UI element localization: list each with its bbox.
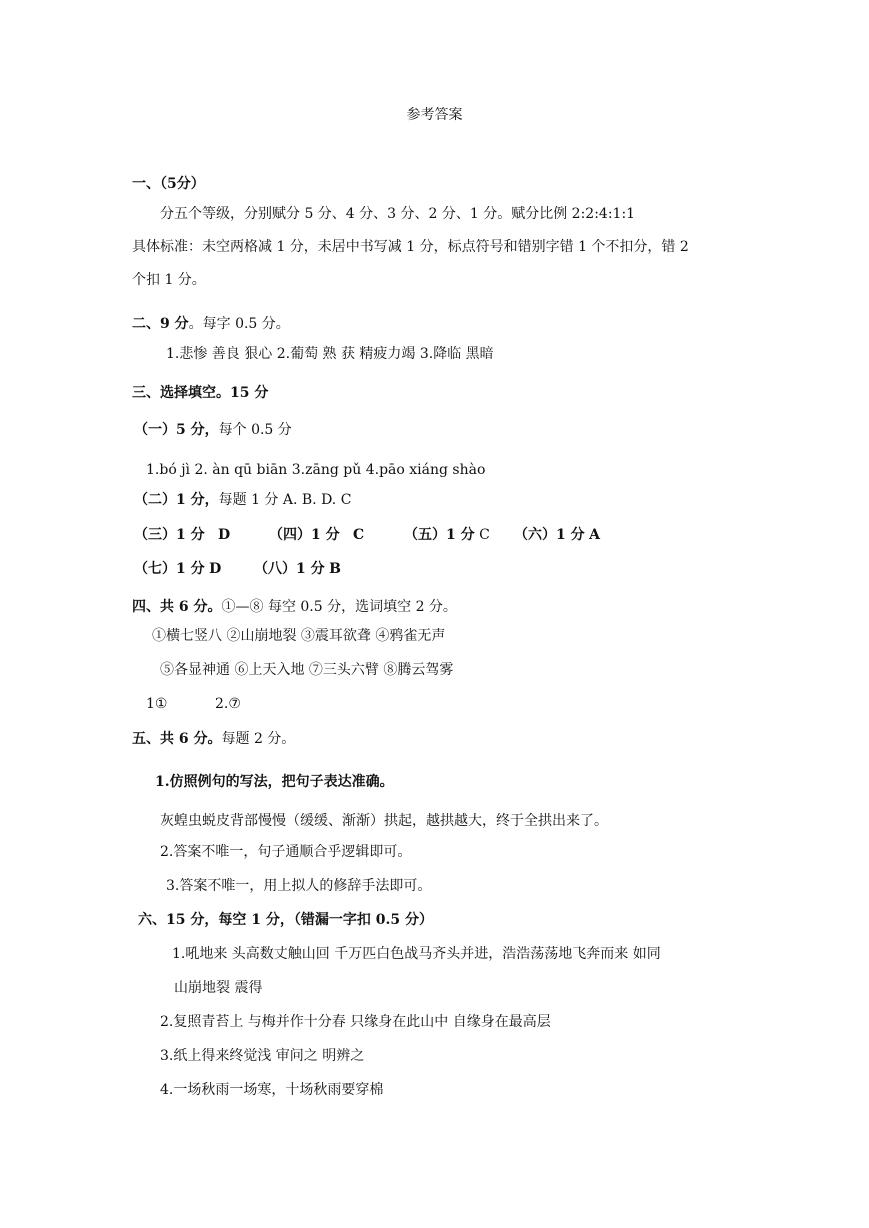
part-7-heading: （七）1 分: [134, 561, 205, 577]
section-6-line-5: 4.一场秋雨一场寒，十场秋雨要穿棉: [160, 1082, 384, 1098]
part-6-heading: （六）1 分: [514, 527, 585, 543]
part-3-item: [134, 525, 230, 545]
part-7-answer: D: [209, 561, 222, 577]
section-6-line-4: 3.纸上得来终觉浅 审问之 明辨之: [160, 1048, 365, 1064]
section-6-heading: 六、15 分，每空 1 分，（错漏一字扣 0.5 分）: [138, 912, 433, 928]
section-4-line-1: ①横七竖八 ②山崩地裂 ③震耳欲聋 ④鸦雀无声: [152, 628, 446, 644]
page-title: 参考答案: [406, 107, 463, 123]
section-2-note: 。每字 0.5 分。: [188, 316, 290, 332]
section-6-line-3: 2.复照青苔上 与梅并作十分春 只缘身在此山中 自缘身在最高层: [160, 1014, 551, 1030]
part-4-item: [269, 525, 364, 545]
part-1-heading: （一）5 分，: [134, 422, 219, 438]
section-5-q3: 3.答案不唯一，用上拟人的修辞手法即可。: [166, 878, 432, 894]
part-8-answer: B: [329, 561, 341, 577]
section-5-q1-answer: 灰蝗虫蜕皮背部慢慢（缓缓、渐渐）拱起，越拱越大，终于全拱出来了。: [160, 813, 608, 829]
part-8-item: [254, 559, 341, 579]
section-4-heading-row: [132, 597, 457, 617]
section-1-line-1: 分五个等级，分别赋分 5 分、4 分、3 分、2 分、1 分。赋分比例 2:2:4:1:1: [160, 206, 636, 222]
part-2-heading: （二）1 分，: [134, 492, 219, 508]
section-3-part-1: [134, 420, 292, 440]
part-2-note: 每题 1 分 A. B. D. C: [218, 492, 352, 508]
section-4-line-2: ⑤各显神通 ⑥上天入地 ⑦三头六臂 ⑧腾云驾雾: [160, 662, 454, 678]
section-1-line-2: 具体标准：未空两格减 1 分，未居中书写减 1 分，标点符号和错别字错 1 个不扣分，错 2: [132, 239, 689, 255]
part-5-heading: （五）1 分: [404, 527, 475, 543]
section-5-heading: 五、共 6 分。: [132, 731, 222, 747]
part-3-heading: （三）1 分: [134, 527, 205, 543]
part-4-heading: （四）1 分: [269, 527, 340, 543]
part-6-answer: A: [589, 527, 600, 543]
section-3-part-2: [134, 490, 351, 510]
section-4-note: ①—⑧ 每空 0.5 分，选词填空 2 分。: [221, 599, 457, 615]
part-4-answer: C: [352, 527, 365, 543]
section-6-line-2: 山崩地裂 震得: [174, 980, 263, 996]
section-5-heading-row: [132, 729, 295, 749]
section-4-answer-2: 2.⑦: [215, 696, 241, 712]
section-5-note: 每题 2 分。: [221, 731, 296, 747]
section-1-line-3: 个扣 1 分。: [132, 272, 206, 288]
section-4-heading: 四、共 6 分。: [132, 599, 222, 615]
part-5-answer: C: [479, 527, 490, 543]
section-3-heading: 三、选择填空。15 分: [132, 385, 269, 401]
part-1-note: 每个 0.5 分: [218, 422, 292, 438]
part-8-heading: （八）1 分: [254, 561, 325, 577]
section-2-heading: 二、9 分: [132, 316, 189, 332]
part-3-answer: D: [217, 527, 231, 543]
section-5-q1-heading: 1.仿照例句的写法，把句子表达准确。: [155, 774, 394, 790]
section-4-answer-1: 1①: [146, 696, 168, 712]
section-2-heading-row: [132, 314, 290, 334]
section-3-pinyin: 1.bó jì 2. àn qū biān 3.zāng pǔ 4.pāo xiáng shào: [146, 462, 486, 478]
part-6-item: [514, 525, 600, 545]
section-5-q2: 2.答案不唯一，句子通顺合乎逻辑即可。: [160, 844, 412, 860]
section-6-line-1: 1.吼地来 头高数丈触山回 千万匹白色战马齐头并进，浩浩荡荡地飞奔而来 如同: [172, 946, 661, 962]
section-2-answers: 1.悲惨 善良 狠心 2.葡萄 熟 获 精疲力竭 3.降临 黑暗: [166, 346, 494, 362]
section-1-heading: 一、（5分）: [132, 176, 205, 192]
part-7-item: [134, 559, 221, 579]
part-5-item: [404, 525, 490, 545]
